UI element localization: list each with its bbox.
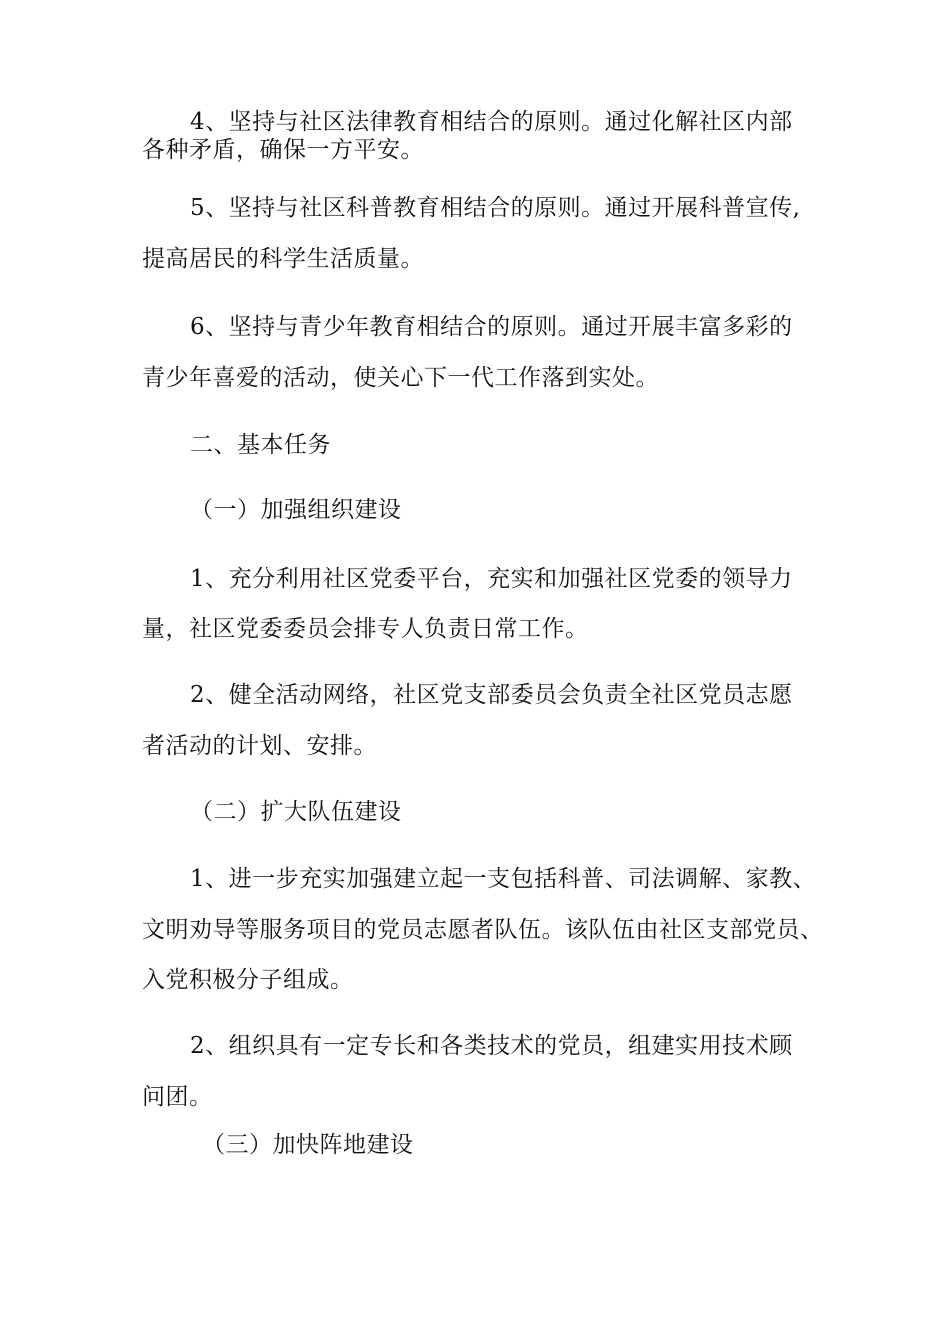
paragraph-line: 6、坚持与青少年教育相结合的原则。通过开展丰富多彩的 — [190, 314, 793, 340]
subsection-heading-team: （二）扩大队伍建设 — [190, 799, 402, 825]
section-heading-basic-tasks: 二、基本任务 — [190, 432, 331, 458]
paragraph-line: 青少年喜爱的活动，使关心下一代工作落到实处。 — [142, 365, 659, 391]
paragraph-line: 5、坚持与社区科普教育相结合的原则。通过开展科普宣传, — [190, 195, 801, 221]
paragraph-line: 提高居民的科学生活质量。 — [142, 246, 424, 272]
paragraph-line: 2、组织具有一定专长和各类技术的党员，组建实用技术顾 — [190, 1033, 793, 1059]
subsection-heading-base: （三）加快阵地建设 — [202, 1132, 414, 1158]
paragraph-line: 文明劝导等服务项目的党员志愿者队伍。该队伍由社区支部党员、 — [142, 917, 824, 943]
paragraph-line: 者活动的计划、安排。 — [142, 733, 377, 759]
paragraph-line: 1、充分利用社区党委平台，充实和加强社区党委的领导力 — [190, 566, 793, 592]
paragraph-line: 1、进一步充实加强建立起一支包括科普、司法调解、家教、 — [190, 866, 817, 892]
paragraph-line: 各种矛盾，确保一方平安。 — [142, 137, 424, 163]
subsection-heading-organization: （一）加强组织建设 — [190, 497, 402, 523]
paragraph-line: 入党积极分子组成。 — [142, 967, 354, 993]
paragraph-line: 4、坚持与社区法律教育相结合的原则。通过化解社区内部 — [190, 109, 793, 135]
paragraph-line: 2、健全活动网络，社区党支部委员会负责全社区党员志愿 — [190, 682, 793, 708]
paragraph-line: 量，社区党委委员会排专人负责日常工作。 — [142, 616, 589, 642]
paragraph-line: 问团。 — [142, 1084, 213, 1110]
